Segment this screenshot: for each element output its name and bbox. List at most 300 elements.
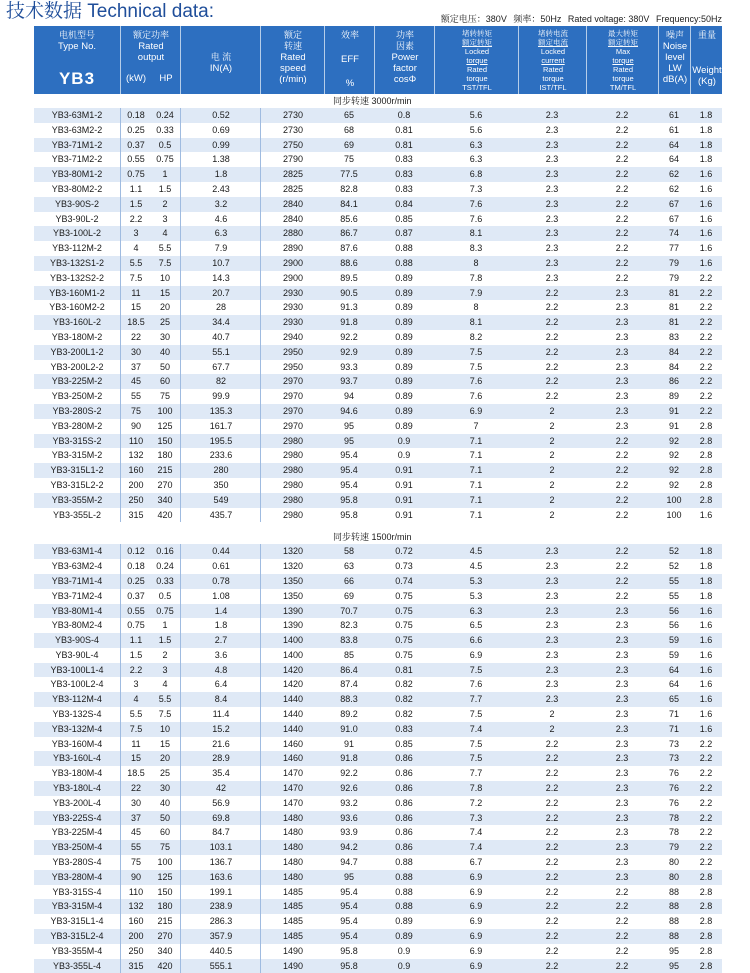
cell-type: YB3-200L1-2 [50,346,104,357]
cell-locked-torque: 6.9 [469,901,483,912]
cell-eff: 69 [343,139,354,150]
table-row [34,825,722,840]
cell-max-torque: 2.3 [615,405,629,416]
cell-type: YB3-280S-4 [52,857,102,868]
cell-locked-torque: 7.5 [469,738,483,749]
cell-max-torque: 2.3 [615,812,629,823]
cell-noise: 86 [668,376,679,387]
cell-locked-current: 2.2 [545,361,559,372]
cell-hp: 25 [159,768,170,779]
cell-pf: 0.74 [395,575,413,586]
cell-locked-current: 2.2 [545,738,559,749]
table-row [34,493,722,508]
cell-locked-torque: 7.7 [469,694,483,705]
cell-current: 84.7 [180,825,261,840]
cell-noise: 81 [668,287,679,298]
cell-eff: 82.3 [340,620,358,631]
cell-weight: 1.8 [699,124,713,135]
cell-speed: 1485 [260,885,325,900]
cell-hp: 40 [159,797,170,808]
cell-kw: 1.1 [120,182,151,197]
cell-kw: 5.5 [120,256,151,271]
cell-type: YB3-355L-4 [52,960,102,971]
cell-locked-torque: 6.8 [469,169,483,180]
cell-locked-current: 2.2 [545,871,559,882]
cell-weight: 1.6 [699,183,713,194]
cell-max-torque: 2.3 [615,635,629,646]
cell-hp: 0.24 [156,561,174,572]
cell-weight: 2.8 [699,450,713,461]
cell-weight: 1.6 [699,243,713,254]
cell-max-torque: 2.2 [615,916,629,927]
cell-type: YB3-80M2-2 [51,183,103,194]
cell-max-torque: 2.3 [615,302,629,313]
cell-locked-torque: 7 [473,420,479,431]
header-unit-hp: HP [159,73,173,84]
table-header [34,26,722,94]
table-row [34,544,722,559]
cell-current: 161.7 [180,419,261,434]
cell-locked-torque: 7.3 [469,812,483,823]
table-row [34,604,722,619]
cell-hp: 75 [159,842,170,853]
cell-kw: 0.25 [120,123,151,138]
cell-locked-current: 2 [549,420,555,431]
header-pf-en1: Power [391,52,419,63]
cell-type: YB3-160L-4 [52,753,102,764]
cell-locked-current: 2 [549,405,555,416]
cell-pf: 0.75 [395,620,413,631]
cell-type: YB3-315L1-4 [50,916,104,927]
cell-noise: 95 [668,945,679,956]
cell-eff: 93.6 [340,812,358,823]
section-spacer [34,522,722,530]
cell-type: YB3-63M2-2 [51,124,103,135]
cell-speed: 2730 [260,108,325,123]
cell-hp: 5.5 [158,694,172,705]
cell-pf: 0.9 [397,945,411,956]
cell-speed: 1440 [260,722,325,737]
cell-pf: 0.89 [395,302,413,313]
table-row [34,944,722,959]
cell-weight: 2.2 [699,842,713,853]
cell-hp: 60 [159,827,170,838]
cell-pf: 0.82 [395,694,413,705]
cell-max-torque: 2.2 [615,465,629,476]
cell-hp: 4 [162,228,168,239]
cell-eff: 94.7 [340,857,358,868]
cell-weight: 2.8 [699,945,713,956]
header-speed-en2: speed [280,63,306,74]
table-row [34,389,722,404]
cell-kw: 250 [120,944,151,959]
cell-weight: 1.6 [699,620,713,631]
cell-kw: 200 [120,478,151,493]
cell-kw: 18.5 [120,766,151,781]
cell-noise: 88 [668,931,679,942]
cell-pf: 0.72 [395,546,413,557]
cell-pf: 0.89 [395,916,413,927]
header-lc-en2: current [541,56,565,65]
cell-type: YB3-315S-4 [52,886,102,897]
cell-weight: 2.2 [699,361,713,372]
table-row [34,419,722,434]
cell-hp: 5.5 [158,243,172,254]
cell-hp: 180 [157,901,173,912]
header-type-cn: 电机型号 [58,30,95,40]
cell-locked-torque: 8.2 [469,331,483,342]
cell-pf: 0.89 [395,931,413,942]
cell-noise: 92 [668,435,679,446]
cell-kw: 3 [120,677,151,692]
cell-max-torque: 2.2 [615,494,629,505]
data-table-body [34,94,722,973]
cell-current: 2.7 [180,633,261,648]
cell-eff: 95.4 [340,931,358,942]
cell-pf: 0.88 [395,871,413,882]
cell-noise: 79 [668,272,679,283]
cell-pf: 0.87 [395,228,413,239]
table-row [34,286,722,301]
cell-type: YB3-225S-4 [52,812,102,823]
cell-noise: 81 [668,302,679,313]
cell-pf: 0.88 [395,857,413,868]
cell-locked-torque: 6.9 [469,931,483,942]
cell-hp: 0.5 [158,139,172,150]
cell-eff: 95 [343,435,354,446]
cell-locked-torque: 4.5 [469,561,483,572]
cell-locked-torque: 7.2 [469,797,483,808]
cell-weight: 2.2 [699,302,713,313]
header-noise-cn: 噪声 [665,30,684,40]
cell-locked-current: 2.2 [545,901,559,912]
cell-speed: 1480 [260,855,325,870]
cell-current: 0.52 [180,108,261,123]
cell-eff: 95 [343,420,354,431]
cell-max-torque: 2.3 [615,649,629,660]
cell-kw: 1.5 [120,197,151,212]
cell-type: YB3-280M-2 [51,420,103,431]
cell-max-torque: 2.3 [615,605,629,616]
cell-type: YB3-90S-2 [54,198,100,209]
cell-type: YB3-315L2-4 [50,931,104,942]
cell-eff: 70.7 [340,605,358,616]
cell-locked-current: 2.3 [545,546,559,557]
cell-speed: 2980 [260,434,325,449]
model-series-label: YB3 [58,69,96,88]
cell-locked-current: 2 [549,709,555,720]
cell-eff: 93.9 [340,827,358,838]
cell-noise: 84 [668,361,679,372]
cell-locked-current: 2.2 [545,797,559,808]
cell-hp: 25 [159,317,170,328]
header-lc-cn2: 额定电流 [538,38,568,47]
cell-pf: 0.86 [395,797,413,808]
cell-locked-current: 2.2 [545,376,559,387]
cell-kw: 0.37 [120,138,151,153]
table-row [34,256,722,271]
cell-speed: 2840 [260,197,325,212]
cell-pf: 0.83 [395,154,413,165]
cell-kw: 15 [120,751,151,766]
table-row [34,241,722,256]
sync-speed-label: 同步转速 3000r/min [333,96,412,106]
header-unit-kw: (kW) [125,73,147,84]
table-row [34,478,722,493]
cell-kw: 0.55 [120,152,151,167]
cell-max-torque: 2.2 [615,257,629,268]
cell-weight: 2.8 [699,931,713,942]
cell-type: YB3-355L-2 [52,509,102,520]
cell-pf: 0.75 [395,635,413,646]
cell-pf: 0.9 [397,450,411,461]
cell-speed: 1390 [260,618,325,633]
cell-locked-current: 2.3 [545,620,559,631]
cell-speed: 2900 [260,271,325,286]
cell-current: 6.4 [180,677,261,692]
cell-pf: 0.9 [397,435,411,446]
cell-locked-current: 2.3 [545,605,559,616]
header-pf-en2: factor [393,63,417,74]
cell-locked-torque: 7.3 [469,183,483,194]
cell-current: 4.8 [180,663,261,678]
cell-weight: 2.8 [699,901,713,912]
cell-weight: 2.2 [699,391,713,402]
cell-pf: 0.84 [395,198,413,209]
cell-current: 0.61 [180,559,261,574]
cell-eff: 95.4 [340,916,358,927]
cell-eff: 68 [343,124,354,135]
cell-hp: 125 [157,420,173,431]
cell-speed: 2840 [260,212,325,227]
cell-noise: 78 [668,827,679,838]
cell-locked-current: 2.2 [545,886,559,897]
cell-locked-current: 2 [549,723,555,734]
cell-current: 7.9 [180,241,261,256]
cell-locked-current: 2 [549,435,555,446]
frequency-en: Frequency:50Hz [655,14,722,24]
cell-locked-current: 2.3 [545,198,559,209]
cell-locked-current: 2.2 [545,768,559,779]
cell-weight: 1.6 [699,635,713,646]
cell-noise: 71 [668,709,679,720]
cell-kw: 1.5 [120,648,151,663]
cell-hp: 340 [157,494,173,505]
cell-noise: 83 [668,331,679,342]
table-row [34,271,722,286]
cell-weight: 2.8 [699,420,713,431]
cell-max-torque: 2.2 [615,139,629,150]
cell-locked-torque: 6.3 [469,154,483,165]
cell-hp: 3 [162,213,168,224]
cell-pf: 0.86 [395,842,413,853]
cell-locked-torque: 7.5 [469,346,483,357]
cell-kw: 18.5 [120,315,151,330]
cell-kw: 2.2 [120,663,151,678]
cell-hp: 125 [157,871,173,882]
cell-pf: 0.86 [395,753,413,764]
cell-type: YB3-132M-4 [51,723,103,734]
cell-pf: 0.9 [397,960,411,971]
cell-speed: 2930 [260,286,325,301]
header-speed-cn2: 转速 [283,41,302,51]
cell-kw: 0.25 [120,574,151,589]
cell-current: 435.7 [180,508,261,523]
cell-hp: 150 [157,435,173,446]
cell-weight: 2.8 [699,494,713,505]
cell-pf: 0.89 [395,287,413,298]
cell-locked-current: 2.3 [545,635,559,646]
cell-current: 280 [180,463,261,478]
cell-pf: 0.89 [395,331,413,342]
cell-locked-torque: 5.6 [469,124,483,135]
cell-noise: 76 [668,797,679,808]
cell-weight: 1.6 [699,664,713,675]
cell-weight: 2.2 [699,346,713,357]
cell-kw: 0.55 [120,604,151,619]
cell-speed: 1470 [260,781,325,796]
cell-eff: 89.2 [340,709,358,720]
cell-type: YB3-225M-4 [51,827,103,838]
cell-locked-current: 2.2 [545,302,559,313]
cell-current: 0.69 [180,123,261,138]
table-row [34,508,722,523]
cell-speed: 2880 [260,226,325,241]
cell-locked-torque: 6.9 [469,960,483,971]
cell-speed: 2980 [260,493,325,508]
cell-noise: 80 [668,871,679,882]
cell-speed: 1440 [260,707,325,722]
cell-noise: 65 [668,694,679,705]
cell-weight: 2.2 [699,317,713,328]
header-pf-cn2: 因素 [395,41,414,51]
cell-locked-current: 2.3 [545,694,559,705]
cell-speed: 1470 [260,766,325,781]
cell-speed: 1460 [260,751,325,766]
cell-pf: 0.85 [395,738,413,749]
cell-eff: 87.4 [340,679,358,690]
header-eff-unit: % [345,78,355,89]
cell-locked-torque: 6.3 [469,139,483,150]
cell-eff: 95.4 [340,901,358,912]
cell-current: 440.5 [180,944,261,959]
table-row [34,855,722,870]
cell-locked-current: 2.2 [545,960,559,971]
cell-kw: 0.12 [120,544,151,559]
cell-eff: 77.5 [340,169,358,180]
cell-hp: 40 [159,346,170,357]
cell-pf: 0.88 [395,243,413,254]
header-lt-en1: Locked [464,47,490,56]
cell-locked-current: 2.2 [545,346,559,357]
header-mt-en4: torque [612,74,634,83]
cell-speed: 1485 [260,929,325,944]
cell-eff: 93.2 [340,797,358,808]
cell-max-torque: 2.2 [615,561,629,572]
cell-max-torque: 2.2 [615,450,629,461]
cell-speed: 1490 [260,944,325,959]
header-lt-cn2: 额定转矩 [462,38,492,47]
table-row [34,108,722,123]
cell-kw: 3 [120,226,151,241]
cell-current: 28.9 [180,751,261,766]
cell-locked-torque: 7.1 [469,479,483,490]
cell-noise: 74 [668,228,679,239]
header-lt-en3: Rated [466,65,487,74]
cell-type: YB3-63M2-4 [51,561,103,572]
cell-noise: 91 [668,405,679,416]
cell-hp: 0.5 [158,590,172,601]
cell-type: YB3-355M-4 [51,945,103,956]
cell-locked-current: 2 [549,450,555,461]
header-weight-cn: 重量 [697,30,716,40]
cell-locked-torque: 6.9 [469,649,483,660]
cell-locked-torque: 7.6 [469,391,483,402]
cell-pf: 0.88 [395,901,413,912]
cell-kw: 0.18 [120,559,151,574]
cell-speed: 2980 [260,448,325,463]
cell-max-torque: 2.3 [615,391,629,402]
cell-type: YB3-315S-2 [52,435,102,446]
table-row [34,618,722,633]
cell-pf: 0.91 [395,479,413,490]
cell-current: 28 [180,300,261,315]
cell-noise: 67 [668,198,679,209]
cell-kw: 37 [120,360,151,375]
cell-noise: 77 [668,243,679,254]
cell-speed: 1460 [260,737,325,752]
cell-hp: 7.5 [158,709,172,720]
cell-max-torque: 2.2 [615,243,629,254]
cell-hp: 215 [157,916,173,927]
cell-type: YB3-180L-4 [52,783,102,794]
cell-weight: 1.6 [699,679,713,690]
cell-type: YB3-80M1-2 [51,169,103,180]
cell-locked-torque: 7.5 [469,709,483,720]
header-lt-unit: TST/TFL [462,83,492,92]
cell-max-torque: 2.2 [615,154,629,165]
cell-weight: 2.2 [699,812,713,823]
cell-weight: 1.8 [699,546,713,557]
cell-max-torque: 2.2 [615,183,629,194]
header-output-en1: Rated [138,41,164,52]
cell-current: 1.4 [180,604,261,619]
cell-type: YB3-90L-4 [55,649,99,660]
cell-weight: 1.6 [699,649,713,660]
cell-kw: 0.75 [120,167,151,182]
table-row [34,448,722,463]
cell-weight: 1.8 [699,110,713,120]
cell-pf: 0.89 [395,317,413,328]
cell-kw: 132 [120,899,151,914]
cell-max-torque: 2.3 [615,768,629,779]
cell-eff: 63 [343,561,354,572]
table-row [34,345,722,360]
cell-pf: 0.89 [395,346,413,357]
cell-type: YB3-100L2-4 [50,679,104,690]
cell-locked-current: 2 [549,479,555,490]
cell-hp: 60 [159,376,170,387]
cell-weight: 1.8 [699,139,713,150]
cell-eff: 90.5 [340,287,358,298]
table-row [34,360,722,375]
cell-noise: 92 [668,479,679,490]
cell-max-torque: 2.2 [615,546,629,557]
cell-eff: 91.8 [340,753,358,764]
cell-eff: 92.2 [340,768,358,779]
cell-current: 82 [180,374,261,389]
cell-pf: 0.83 [395,183,413,194]
